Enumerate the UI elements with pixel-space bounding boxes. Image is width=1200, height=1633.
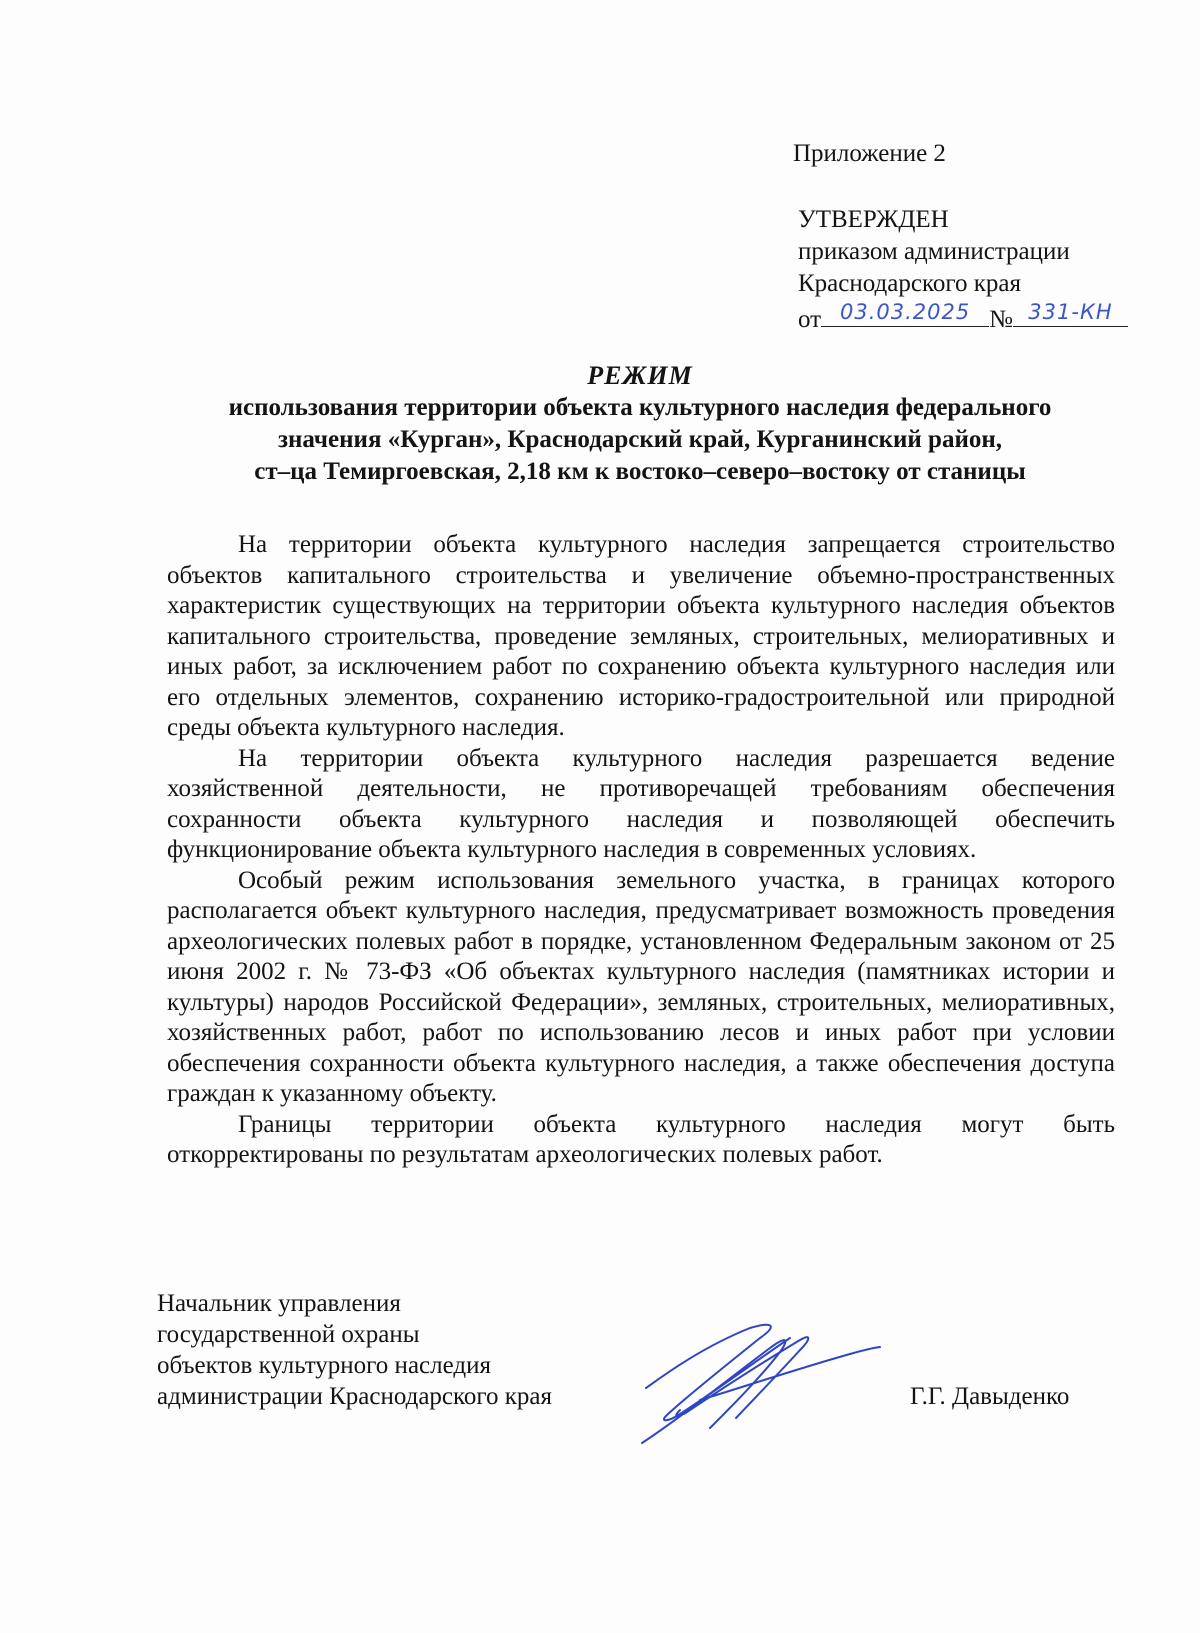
document-title [170,360,1110,488]
order-number-handwritten: 331-КН [1028,300,1113,324]
signer-name: Г.Г. Давыденко [910,1383,1070,1410]
order-date-field [821,300,989,327]
signer-position-line-2: государственной охраны [157,1321,420,1348]
paragraph-prohibitions: На территории объекта культурного наследия запрещается строительство объектов капитального строительства и увеличение объемно-пространственных характеристик существующих на территории объекта культурного наследия объектов капитального строительства, проведение земляных, строительных, мелиоративных и иных работ, за исключением работ по сохранению объекта культурного наследия или его отдельных элементов, сохранению историко-градостроительной или природной среды объекта культурного наследия. [167,531,1115,741]
approved-by-order: приказом администрации [798,238,1070,265]
title-main: РЕЖИМ [587,361,693,390]
from-label: от [798,306,822,333]
title-line-2: значения «Курган», Краснодарский край, Курганинский район, [277,426,1003,453]
paragraph-special-regime: Особый режим использования земельного участка, в границах которого располагается объект культурного наследия, предусматривает возможность проведения археологических полевых работ в порядке, установленном Федеральным законом от 25 июня 2002 г. № 73-ФЗ «Об объектах культурного наследия (памятниках истории и культуры) народов Российской Федерации», земляных, строительных, мелиоративных, хозяйственных работ, работ по использованию лесов и иных работ при условии обеспечения сохранности объекта культурного наследия, а также обеспечения доступа граждан к указанному объекту. [167,866,1115,1107]
signer-position-line-4: администрации Краснодарского края [157,1383,553,1410]
signer-position-line-3: объектов культурного наследия [157,1352,491,1379]
order-number-field [1013,300,1128,327]
title-line-3: ст–ца Темиргоевская, 2,18 км к востоко–северо–востоку от станицы [254,458,1026,485]
number-label: № [989,306,1013,333]
order-date-handwritten: 03.03.2025 [839,300,971,324]
order-date-number-line [798,300,1128,336]
handwritten-signature [640,1318,890,1448]
title-line-1: использования территории объекта культурного наследия федерального [228,394,1052,421]
approved-region: Краснодарского края [798,270,1021,297]
approved-label: УТВЕРЖДЕН [798,206,949,233]
signer-position-line-1: Начальник управления [157,1290,401,1317]
appendix-label: Приложение 2 [793,140,946,167]
signer-position [157,1288,552,1412]
paragraph-permissions: На территории объекта культурного наследия разрешается ведение хозяйственной деятельности, не противоречащей требованиям обеспечения сохранности объекта культурного наследия и позволяющей обеспечить функционирование объекта культурного наследия в современных условиях. [167,744,1115,863]
paragraph-boundaries: Границы территории объекта культурного наследия могут быть откорректированы по результатам археологических полевых работ. [167,1110,1115,1168]
approval-block [798,204,1128,336]
document-body [167,530,1115,1171]
